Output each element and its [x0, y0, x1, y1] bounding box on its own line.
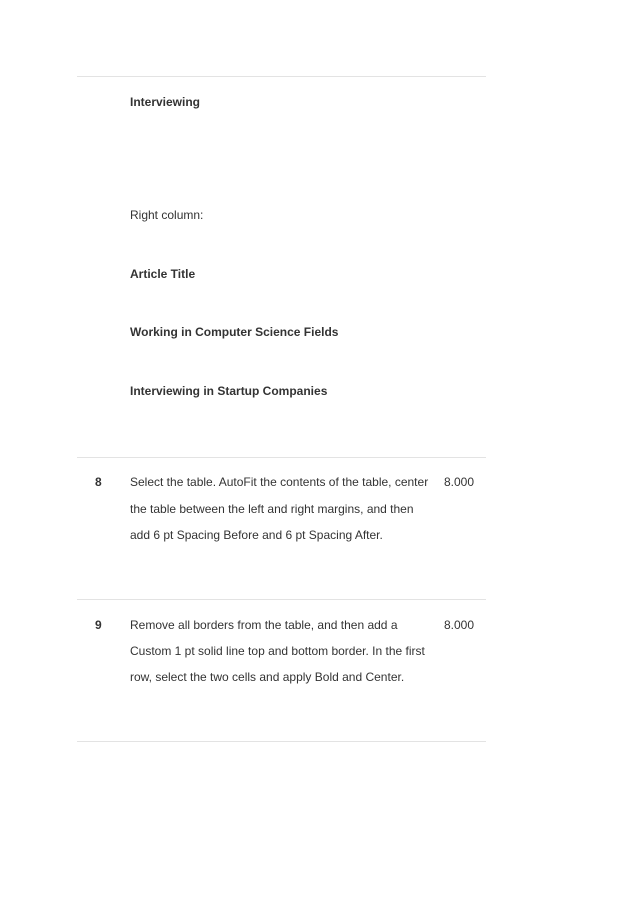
working-fields-label: Working in Computer Science Fields: [130, 325, 339, 339]
step-number: 8: [95, 475, 102, 489]
interviewing-label: Interviewing: [130, 95, 201, 109]
step-number: 9: [95, 618, 102, 632]
divider-step-9: [77, 599, 486, 600]
step-description-line: Custom 1 pt solid line top and bottom border. In the first: [130, 644, 425, 658]
divider-bottom: [77, 741, 486, 742]
step-description-line: Remove all borders from the table, and then add a: [130, 618, 398, 632]
step-description-line: add 6 pt Spacing Before and 6 pt Spacing After.: [130, 528, 383, 542]
step-description-line: row, select the two cells and apply Bold and Center.: [130, 670, 405, 684]
step-description-line: the table between the left and right margins, and then: [130, 502, 414, 516]
interviewing-startups-label: Interviewing in Startup Companies: [130, 384, 328, 398]
divider-step-8: [77, 457, 486, 458]
step-points: 8.000: [444, 475, 475, 489]
step-points: 8.000: [444, 618, 475, 632]
step-description-line: Select the table. AutoFit the contents of the table, center: [130, 475, 429, 489]
right-column-label: Right column:: [130, 208, 204, 222]
divider-top: [77, 76, 486, 77]
article-title-label: Article Title: [130, 267, 196, 281]
